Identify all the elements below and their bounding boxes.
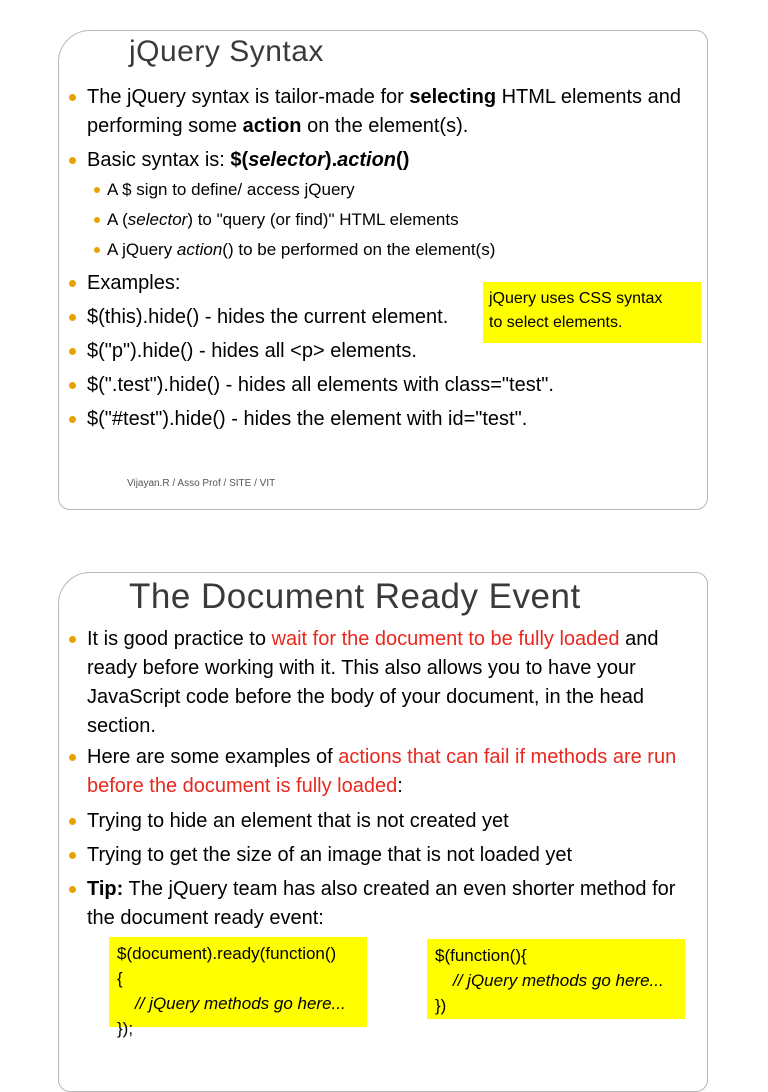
slide-footer: Vijayan.R / Asso Prof / SITE / VIT bbox=[127, 478, 276, 489]
bullet-example-id: $("#test").hide() - hides the element with id="test". bbox=[87, 405, 527, 434]
bullet-dot-icon bbox=[69, 280, 76, 287]
bullet-dot-icon bbox=[69, 636, 76, 643]
bullet-syntax-description: The jQuery syntax is tailor-made for selecting HTML elements and performing some action on the element(s). bbox=[87, 83, 681, 141]
bullet-dot-icon bbox=[69, 818, 76, 825]
bullet-dot-icon bbox=[69, 94, 76, 101]
code-shorthand-ready: $(function(){ // jQuery methods go here... }) bbox=[427, 939, 685, 1019]
bullet-dot-icon bbox=[69, 157, 76, 164]
css-syntax-note: jQuery uses CSS syntax to select elements. bbox=[483, 282, 701, 343]
subbullet-selector: A (selector) to "query (or find)" HTML elements bbox=[107, 205, 459, 235]
bullet-dot-icon bbox=[69, 348, 76, 355]
bullet-examples: Examples: bbox=[87, 269, 180, 298]
bullet-tip: Tip: The jQuery team has also created an even shorter method for the document ready event: bbox=[87, 875, 697, 933]
bullet-example-this: $(this).hide() - hides the current element. bbox=[87, 303, 448, 332]
bullet-good-practice: It is good practice to wait for the document to be fully loaded and ready before working with it. This also allows you to have your JavaScript code before the body of your document, in the head section. bbox=[87, 625, 697, 741]
bullet-image-size: Trying to get the size of an image that is not loaded yet bbox=[87, 841, 572, 870]
bullet-dot-icon bbox=[94, 247, 100, 253]
slide-title: jQuery Syntax bbox=[129, 35, 324, 68]
bullet-dot-icon bbox=[94, 217, 100, 223]
subbullet-dollar-sign: A $ sign to define/ access jQuery bbox=[107, 175, 355, 205]
bullet-dot-icon bbox=[69, 382, 76, 389]
slide-document-ready bbox=[58, 572, 708, 1092]
bullet-dot-icon bbox=[69, 886, 76, 893]
bullet-hide-element: Trying to hide an element that is not created yet bbox=[87, 807, 509, 836]
code-document-ready: $(document).ready(function() { // jQuery methods go here... }); bbox=[109, 937, 367, 1027]
bullet-dot-icon bbox=[69, 416, 76, 423]
slide-title: The Document Ready Event bbox=[129, 577, 581, 616]
slide-jquery-syntax bbox=[58, 30, 708, 510]
bullet-example-p: $("p").hide() - hides all <p> elements. bbox=[87, 337, 417, 366]
bullet-dot-icon bbox=[69, 852, 76, 859]
bullet-dot-icon bbox=[69, 314, 76, 321]
bullet-fail-examples: Here are some examples of actions that can fail if methods are run before the document is fully loaded: bbox=[87, 743, 697, 801]
subbullet-action: A jQuery action() to be performed on the element(s) bbox=[107, 235, 495, 265]
bullet-example-class: $(".test").hide() - hides all elements with class="test". bbox=[87, 371, 554, 400]
bullet-dot-icon bbox=[69, 754, 76, 761]
bullet-dot-icon bbox=[94, 187, 100, 193]
bullet-basic-syntax: Basic syntax is: $(selector).action() bbox=[87, 146, 409, 175]
